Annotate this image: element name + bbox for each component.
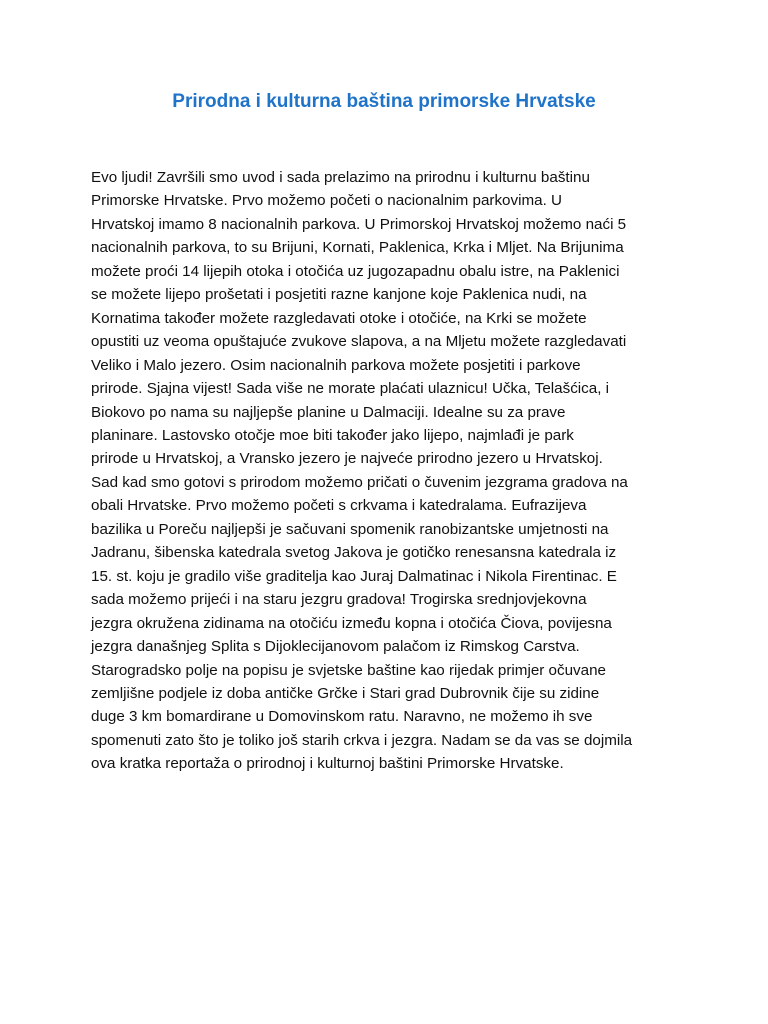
body-line: Biokovo po nama su najljepše planine u Dalmaciji. Idealne su za prave [91, 403, 566, 421]
body-line: Veliko i Malo jezero. Osim nacionalnih parkova možete posjetiti i parkove [91, 356, 581, 374]
body-line: sada možemo prijeći i na staru jezgru gradova! Trogirska srednjovjekovna [91, 591, 587, 609]
body-line: Evo ljudi! Završili smo uvod i sada prelazimo na prirodnu i kulturnu baštinu [91, 169, 590, 186]
body-line: Kornatima također možete razgledavati otoke i otočiće, na Krki se možete [91, 309, 587, 327]
body-line: jezgra današnjeg Splita s Dijoklecijanovom palačom iz Rimskog Carstva. [91, 638, 580, 656]
body-line: Sad kad smo gotovi s prirodom možemo pričati o čuvenim jezgrama gradova na [91, 473, 628, 491]
body-line: možete proći 14 lijepih otoka i otočića uz jugozapadnu obalu istre, na Paklenici [91, 262, 620, 280]
document-body [91, 166, 681, 776]
body-line: se možete lijepo prošetati i posjetiti razne kanjone koje Paklenica nudi, na [91, 286, 587, 304]
body-line: zemljišne podjele iz doba antičke Grčke i Stari grad Dubrovnik čije su zidine [91, 684, 600, 702]
body-line: Starogradsko polje na popisu je svjetske baštine kao rijedak primjer očuvane [91, 661, 606, 679]
body-line: 15. st. koju je gradilo više graditelja kao Juraj Dalmatinac i Nikola Firentinac. E [91, 567, 617, 585]
body-line: jezgra okružena zidinama na otočiću između kopna i otočića Čiova, povijesna [91, 614, 612, 632]
body-line: Jadranu, šibenska katedrala svetog Jakova je gotičko renesansna katedrala iz [91, 544, 617, 562]
body-line: nacionalnih parkova, to su Brijuni, Kornati, Paklenica, Krka i Mljet. Na Brijunima [91, 239, 624, 257]
body-line: Primorske Hrvatske. Prvo možemo početi o nacionalnim parkovima. U [91, 192, 562, 210]
body-line: Hrvatskoj imamo 8 nacionalnih parkova. U Primorskoj Hrvatskoj možemo naći 5 [91, 215, 627, 233]
body-line: ova kratka reportaža o prirodnoj i kulturnoj baštini Primorske Hrvatske. [91, 755, 564, 773]
body-line: prirode u Hrvatskoj, a Vransko jezero je najveće prirodno jezero u Hrvatskoj. [91, 450, 603, 468]
body-line: obali Hrvatske. Prvo možemo početi s crkvama i katedralama. Eufrazijeva [91, 497, 587, 515]
document-title: Prirodna i kulturna baština primorske Hrvatske [172, 91, 596, 112]
body-line: opustiti uz veoma opuštajuće zvukove slapova, a na Mljetu možete razgledavati [91, 333, 627, 351]
body-line: spomenuti zato što je toliko još starih crkva i jezgra. Nadam se da vas se dojmila [91, 731, 633, 749]
body-line: duge 3 km bomardirane u Domovinskom ratu. Naravno, ne možemo ih sve [91, 708, 593, 726]
body-line: bazilika u Poreču najljepši je sačuvani spomenik ranobizantske umjetnosti na [91, 520, 609, 538]
body-line: prirode. Sjajna vijest! Sada više ne morate plaćati ulaznicu! Učka, Telašćica, i [91, 380, 610, 398]
body-line: planinare. Lastovsko otočje moe biti također jako lijepo, najmlađi je park [91, 426, 574, 444]
